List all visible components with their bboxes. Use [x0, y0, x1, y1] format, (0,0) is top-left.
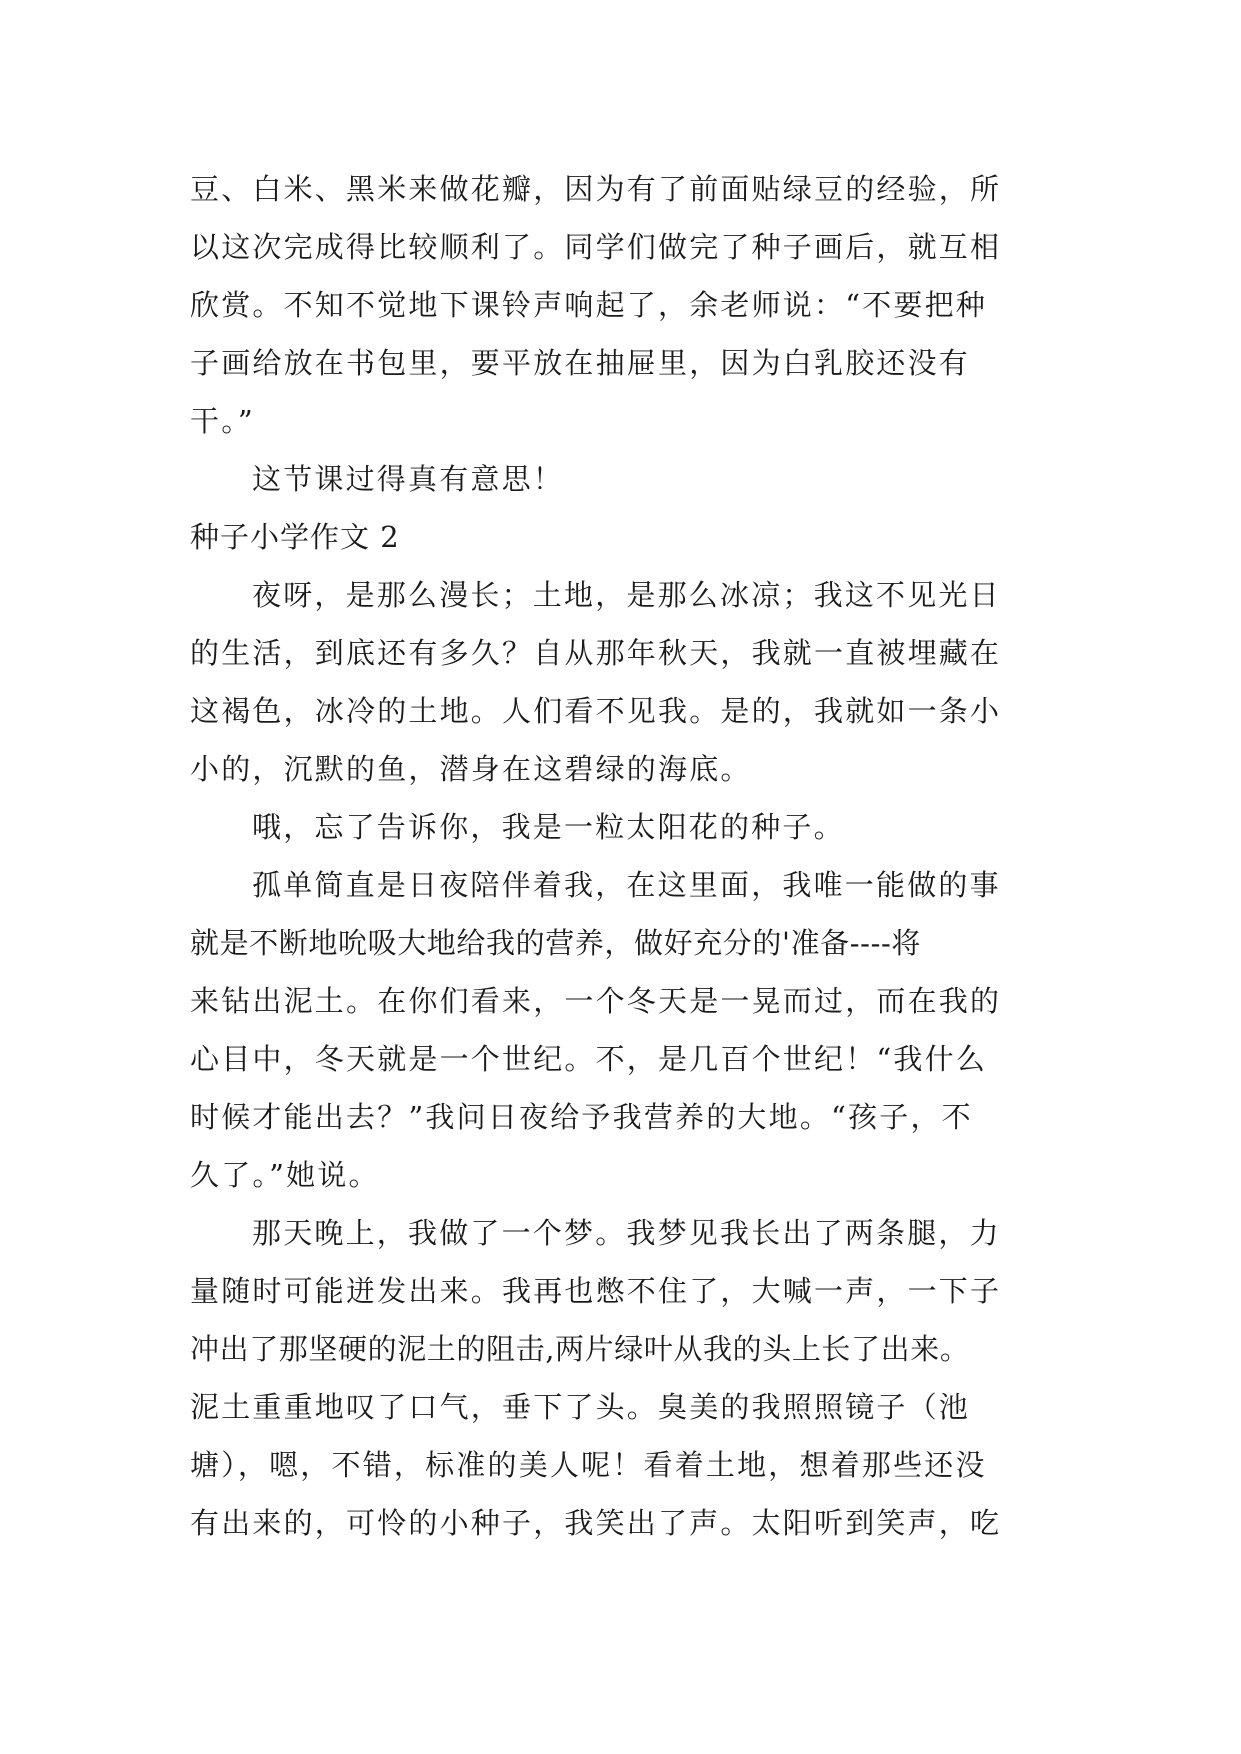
text-line: 孤单简直是日夜陪伴着我，在这里面，我唯一能做的事: [252, 868, 1001, 902]
text-line: 以这次完成得比较顺利了。同学们做完了种子画后，就互相: [190, 230, 1002, 264]
paragraph-3: [190, 856, 1050, 1204]
text-line: 哦，忘了告诉你，我是一粒太阳花的种子。: [252, 810, 845, 844]
text-line: 泥土重重地叹了口气，垂下了头。臭美的我照照镜子（池: [190, 1390, 971, 1424]
text-line: 有出来的，可怜的小种子，我笑出了声。太阳听到笑声，吃: [190, 1506, 1002, 1540]
paragraph-1: [190, 566, 1050, 798]
paragraph-4: [190, 1204, 1050, 1552]
text-line: 的生活，到底还有多久？自从那年秋天，我就一直被埋藏在: [190, 636, 1002, 670]
text-line: 心目中，冬天就是一个世纪。不，是几百个世纪！“我什么: [190, 1042, 988, 1076]
paragraph-2: [190, 798, 1050, 856]
text-line: 就是不断地吮吸大地给我的营养，做好充分的'准备----将: [190, 926, 921, 960]
text-line: 来钻出泥土。在你们看来，一个冬天是一晃而过，而在我的: [190, 984, 1002, 1018]
section-1: [190, 160, 1050, 508]
document-page: [190, 160, 1050, 1552]
text-line: 小的，沉默的鱼，潜身在这碧绿的海底。: [190, 752, 752, 786]
text-line: 干。”: [190, 404, 255, 438]
essay-title: 种子小学作文 2: [190, 520, 400, 554]
text-line: 塘），嗯，不错，标准的美人呢！看着土地，想着那些还没: [190, 1448, 987, 1482]
text-line: 夜呀，是那么漫长；土地，是那么冰凉；我这不见光日: [252, 578, 1001, 612]
text-line: 这褐色，冰冷的土地。人们看不见我。是的，我就如一条小: [190, 694, 1002, 728]
section-2: [190, 508, 1050, 1552]
text-line: 量随时可能迸发出来。我再也憋不住了，大喊一声，一下子: [190, 1274, 1002, 1308]
text-line: 豆、白米、黑米来做花瓣，因为有了前面贴绿豆的经验，所: [190, 172, 1002, 206]
text-line: 子画给放在书包里，要平放在抽屉里，因为白乳胶还没有: [190, 346, 971, 380]
closing-paragraph: 这节课过得真有意思！: [252, 462, 565, 496]
text-line: 冲出了那坚硬的泥土的阻击,两片绿叶从我的头上长了出来。: [190, 1332, 970, 1366]
text-line: 久了。”她说。: [190, 1158, 380, 1192]
text-line: 时候才能出去？”我问日夜给予我营养的大地。“孩子，不: [190, 1100, 973, 1134]
text-line: 那天晚上，我做了一个梦。我梦见我长出了两条腿，力: [252, 1216, 1001, 1250]
text-line: 欣赏。不知不觉地下课铃声响起了，余老师说：“不要把种: [190, 288, 988, 322]
